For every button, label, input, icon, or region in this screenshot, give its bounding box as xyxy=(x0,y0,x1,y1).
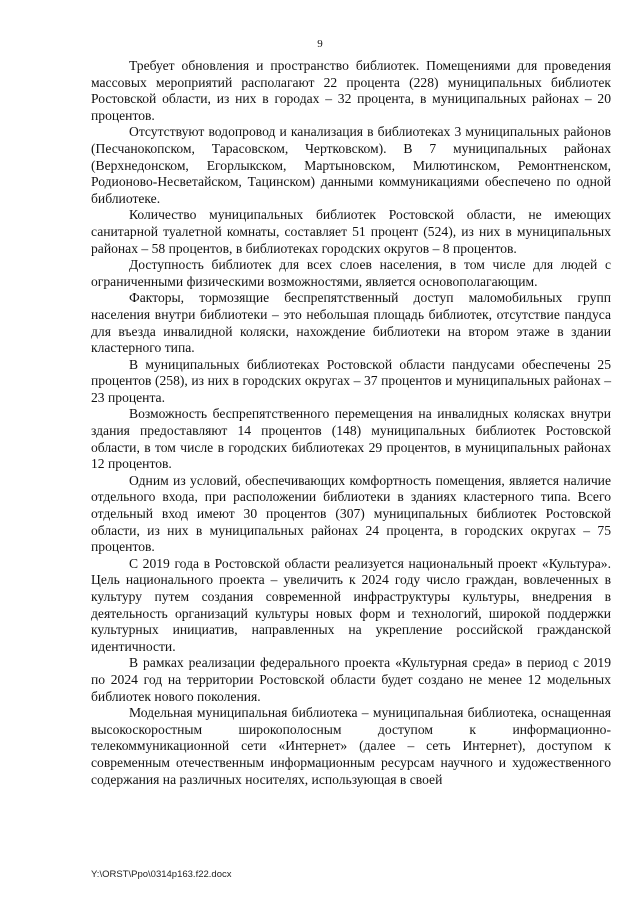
paragraph: Возможность беспрепятственного перемещения на инвалидных колясках внутри здания предоставляют 14 процентов (148) муниципальных библиотек Ростовской области, в том числе в городских библиотеках 29 процентов, в муниципальных районах 12 процентов. xyxy=(91,406,611,472)
paragraph: В муниципальных библиотеках Ростовской области пандусами обеспечены 25 процентов (258), из них в городских округах – 37 процентов и муниципальных районах – 23 процента. xyxy=(91,356,611,405)
paragraph: Факторы, тормозящие беспрепятственный доступ маломобильных групп населения внутри библиотеки – это небольшая площадь библиотек, отсутствие пандуса для въезда инвалидной коляски, нахождение библиотеки на втором этаже в здании кластерного типа. xyxy=(91,290,611,356)
page-number: 9 xyxy=(317,38,323,50)
paragraph: Количество муниципальных библиотек Ростовской области, не имеющих санитарной туалетной комнаты, составляет 51 процент (524), из них в муниципальных районах – 58 процентов, в библиотеках городских округов – 8 процентов. xyxy=(91,207,611,256)
paragraph: С 2019 года в Ростовской области реализуется национальный проект «Культура». Цель национального проекта – увеличить к 2024 году число граждан, вовлеченных в культуру путем создания современной инфраструктуры культуры, внедрения в деятельность организаций культуры новых форм и технологий, широкой поддержки культурных инициатив, направленных на укрепление российской гражданской идентичности. xyxy=(91,555,611,654)
paragraph: Доступность библиотек для всех слоев населения, в том числе для людей с ограниченными физическими возможностями, является основополагающим. xyxy=(91,257,611,289)
paragraph: Отсутствуют водопровод и канализация в библиотеках 3 муниципальных районов (Песчанокопском, Тарасовском, Чертковском). В 7 муниципальных районах (Верхнедонском, Егорлыкском, Мартыновском, Милютинском, Ремонтненском, Родионово-Несветайском, Тацинском) данными коммуникациями обеспечено по одной библиотеке. xyxy=(91,124,611,206)
body-text xyxy=(91,58,611,788)
file-path-footer: Y:\ORST\Ppo\0314p163.f22.docx xyxy=(91,869,232,880)
paragraph: Одним из условий, обеспечивающих комфортность помещения, является наличие отдельного входа, при расположении библиотеки в зданиях кластерного типа. Всего отдельный вход имеют 30 процентов (307) муниципальных библиотек Ростовской области, из них в муниципальных районах 24 процента, в городских округах – 75 процентов. xyxy=(91,472,611,555)
paragraph: Модельная муниципальная библиотека – муниципальная библиотека, оснащенная высокоскоростным широкополосным доступом к информационно-телекоммуникационной сети «Интернет» (далее – сеть Интернет), доступом к современным отечественным информационным ресурсам научного и художественного содержания на различных носителях, использующая в своей xyxy=(91,705,611,787)
paragraph: Требует обновления и пространство библиотек. Помещениями для проведения массовых мероприятий располагают 22 процента (228) муниципальных библиотек Ростовской области, из них в городах – 32 процента, в муниципальных районах – 20 процентов. xyxy=(91,58,611,123)
paragraph: В рамках реализации федерального проекта «Культурная среда» в период с 2019 по 2024 год на территории Ростовской области будет создано не менее 12 модельных библиотек нового поколения. xyxy=(91,655,611,704)
